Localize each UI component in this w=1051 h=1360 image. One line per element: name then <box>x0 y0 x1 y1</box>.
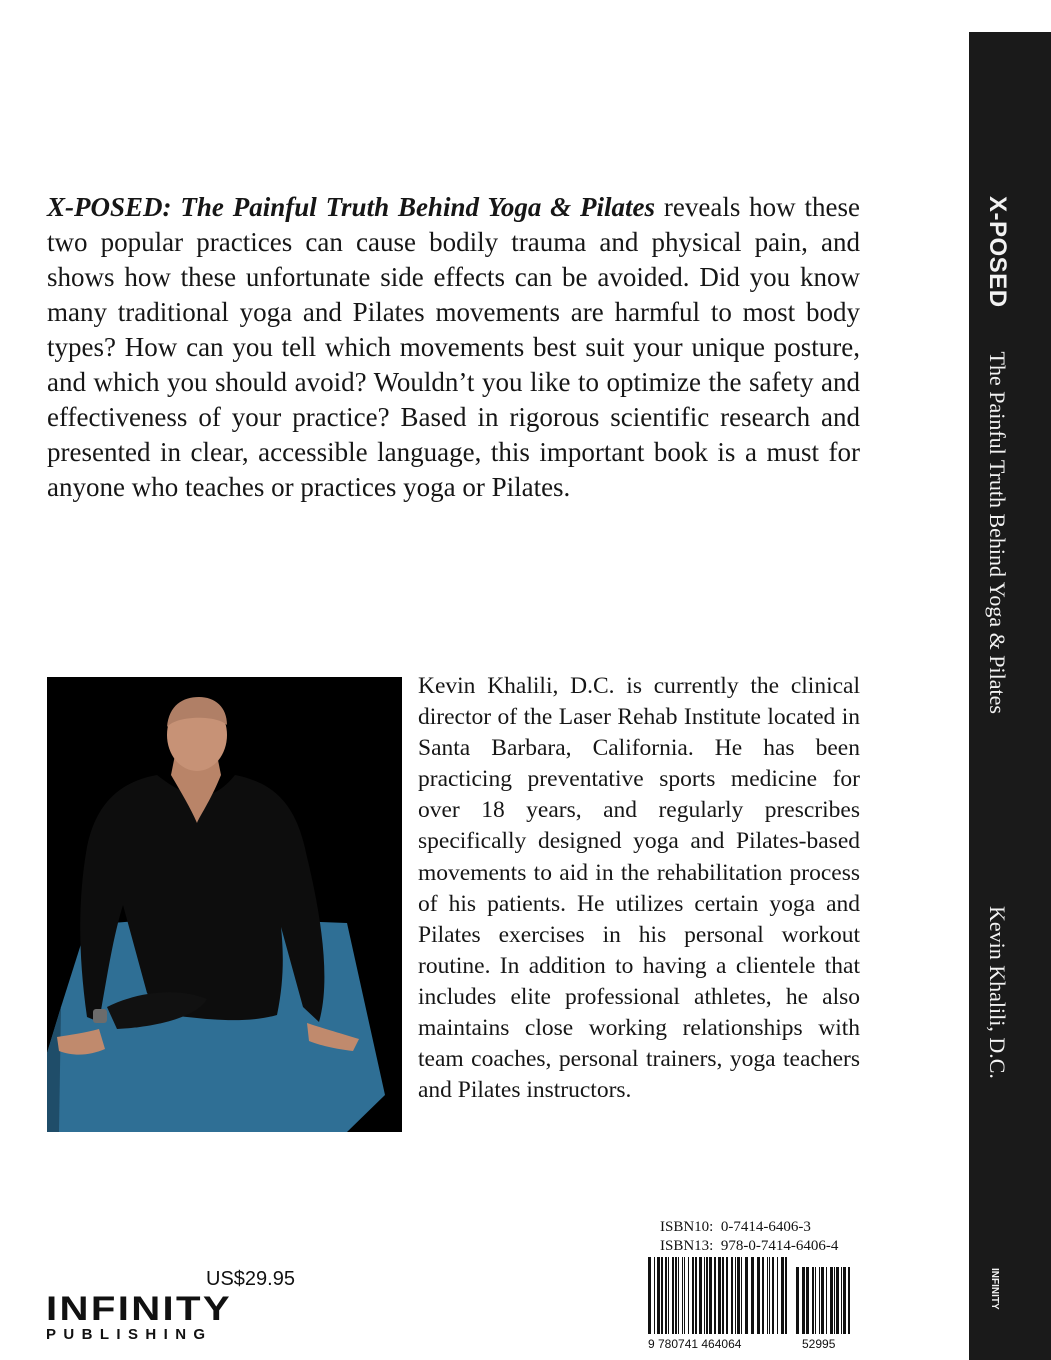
barcode-bar <box>777 1257 778 1334</box>
barcode-bar <box>706 1257 708 1334</box>
barcode-bar <box>785 1257 787 1334</box>
barcode-bar <box>751 1257 754 1334</box>
isbn10: ISBN10: 0-7414-6406-3 <box>660 1219 811 1235</box>
barcode-bar <box>661 1257 663 1334</box>
spine-publisher-logo <box>989 1268 1000 1310</box>
barcode <box>646 1257 856 1352</box>
barcode-bar <box>735 1257 736 1334</box>
barcode-bar <box>682 1257 683 1334</box>
barcode-main-digits: 9 780741 464064 <box>648 1337 742 1351</box>
barcode-bar <box>678 1257 679 1334</box>
barcode-bar <box>695 1257 697 1334</box>
barcode-bar <box>757 1257 760 1334</box>
barcode-bar <box>684 1257 685 1334</box>
author-photo <box>47 677 402 1132</box>
barcode-bar <box>769 1257 770 1334</box>
barcode-bar <box>812 1267 814 1334</box>
barcode-bar <box>714 1257 716 1334</box>
barcode-bar <box>657 1257 660 1334</box>
barcode-bar <box>718 1257 721 1334</box>
barcode-bar <box>815 1267 816 1334</box>
barcode-bar <box>741 1257 742 1334</box>
barcode-bar <box>802 1267 805 1334</box>
barcode-bar <box>709 1257 712 1334</box>
barcode-bar <box>745 1257 748 1334</box>
isbn-block <box>660 1218 838 1256</box>
spine-subtitle: The Painful Truth Behind Yoga & Pilates <box>985 351 1010 714</box>
publisher-logo <box>46 1291 298 1343</box>
book-title: X-POSED: The Painful Truth Behind Yoga & Pilates <box>47 192 656 222</box>
barcode-bar <box>668 1257 669 1334</box>
barcode-bar <box>830 1267 833 1334</box>
barcode-addon-digits: 52995 <box>802 1337 836 1351</box>
barcode-bar <box>675 1257 677 1334</box>
barcode-bar <box>762 1257 764 1334</box>
barcode-bar <box>843 1267 846 1334</box>
barcode-bar <box>841 1267 842 1334</box>
spine-author: Kevin Khalili, D.C. <box>985 905 1010 1079</box>
barcode-bar <box>781 1257 784 1334</box>
barcode-bars-addon <box>796 1267 850 1334</box>
barcode-bar <box>821 1267 824 1334</box>
barcode-bars-main <box>648 1257 787 1334</box>
barcode-bar <box>665 1257 667 1334</box>
price: US$29.95 <box>206 1268 295 1290</box>
barcode-bar <box>836 1267 839 1334</box>
barcode-bar <box>688 1257 689 1334</box>
description-body: reveals how these two popular practices can cause bodily trauma and physical pain, and shows how these unfortunate side effects can be avoided. Did you know many traditional yoga and Pilates movements are harmful to most body types? How can you tell which movements best suit your unique posture, and which you should avoid? Wouldn’t you like to optimize the safety and effectiveness of your practice? Based in rigorous scientific research and presented in clear, accessible language, this important book is a must for anyone who teaches or practices yoga or Pilates. <box>47 192 861 502</box>
barcode-bar <box>737 1257 740 1334</box>
barcode-bar <box>806 1267 809 1334</box>
barcode-bar <box>726 1257 728 1334</box>
spine-title: X-POSED <box>984 196 1011 308</box>
barcode-bar <box>796 1267 799 1334</box>
isbn13: ISBN13: 978-0-7414-6406-4 <box>660 1238 839 1254</box>
barcode-bar <box>819 1267 820 1334</box>
barcode-bar <box>648 1257 651 1334</box>
spine-publisher-name: INFINITY <box>989 1268 1000 1310</box>
barcode-bar <box>654 1257 655 1334</box>
barcode-bar <box>772 1257 774 1334</box>
barcode-bar <box>767 1257 768 1334</box>
barcode-bar <box>834 1267 835 1334</box>
barcode-bar <box>672 1257 674 1334</box>
publisher-name: INFINITY <box>46 1290 233 1328</box>
author-bio: Kevin Khalili, D.C. is currently the clinical director of the Laser Rehab Institute located in Santa Barbara, California. He has been practicing preventative sports medicine for over 18 years, and regularly prescribes specifically designed yoga and Pilates-based movements to aid in the rehabilitation process of his patients. He utilizes certain yoga and Pilates exercises in his personal workout routine. In addition to having a clientele that includes elite professional athletes, he also maintains close working relationships with team coaches, personal trainers, yoga teachers and Pilates instructors. <box>418 673 860 1104</box>
spine-text <box>983 196 1011 1079</box>
barcode-bar <box>848 1267 850 1334</box>
author-photo-illustration <box>47 677 402 1132</box>
barcode-bar <box>826 1267 827 1334</box>
publisher-sub: PUBLISHING <box>46 1326 213 1343</box>
barcode-bar <box>692 1257 694 1334</box>
barcode-bar <box>731 1257 733 1334</box>
barcode-bar <box>704 1257 705 1334</box>
book-description <box>47 190 860 505</box>
barcode-bar <box>722 1257 724 1334</box>
barcode-bar <box>699 1257 702 1334</box>
